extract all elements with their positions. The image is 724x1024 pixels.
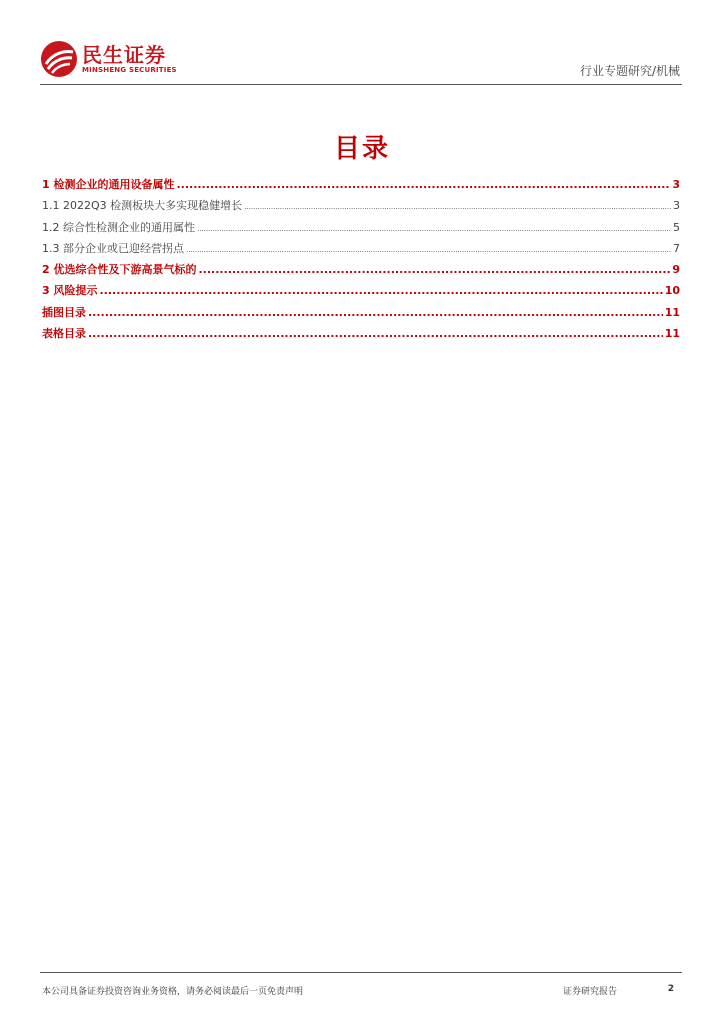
footer-disclaimer: 本公司具备证券投资咨询业务资格，请务必阅读最后一页免责声明 [42, 987, 304, 997]
toc-entry[interactable] [42, 280, 680, 301]
toc-entry-page: 10 [664, 284, 680, 298]
toc-leader [186, 240, 671, 261]
minsheng-logo-icon [40, 40, 78, 78]
report-section: 行业专题研究/机械 [579, 64, 680, 78]
toc-leader [176, 174, 670, 195]
toc-leader [197, 219, 671, 240]
toc-entry-page: 11 [664, 327, 680, 341]
toc-entry-label: 1.3 部分企业或已迎经营拐点 [42, 241, 184, 255]
toc-entry-label: 1.2 综合性检测企业的通用属性 [42, 220, 195, 234]
toc-entry[interactable] [42, 302, 680, 323]
footer-divider [40, 972, 682, 973]
toc-entry-page: 9 [672, 263, 680, 277]
toc-entry-label: 1.1 2022Q3 检测板块大多实现稳健增长 [42, 199, 243, 213]
brand-logo [40, 40, 177, 78]
toc-entry-label: 插图目录 [42, 305, 86, 319]
toc-entry[interactable] [42, 238, 680, 259]
table-of-contents [42, 174, 680, 344]
footer-report-type: 证券研究报告 [563, 987, 618, 997]
toc-entry-label: 2 优选综合性及下游高景气标的 [42, 263, 197, 277]
toc-entry-label: 表格目录 [42, 327, 86, 341]
page-header [40, 40, 682, 84]
page-number: 2 [667, 984, 674, 994]
toc-leader [88, 302, 663, 323]
toc-leader [99, 280, 662, 301]
brand-name-en: MINSHENG SECURITIES [82, 65, 177, 74]
toc-entry-page: 5 [673, 220, 680, 234]
toc-title: 目录 [333, 134, 390, 164]
toc-entry[interactable] [42, 195, 680, 216]
toc-entry-page: 11 [664, 305, 680, 319]
toc-entry-page: 3 [672, 178, 680, 191]
brand-name-cn: 民生证券 [82, 42, 166, 67]
toc-leader [244, 197, 671, 218]
toc-entry-page: 7 [673, 241, 680, 255]
toc-entry[interactable] [42, 217, 680, 238]
toc-entry[interactable] [42, 174, 680, 195]
toc-leader [198, 259, 670, 280]
toc-entry-label: 3 风险提示 [42, 284, 98, 298]
toc-entry[interactable] [42, 259, 680, 280]
toc-entry-label: 1 检测企业的通用设备属性 [42, 178, 175, 191]
toc-entry[interactable] [42, 323, 680, 344]
header-divider [40, 84, 682, 85]
toc-entry-page: 3 [673, 199, 680, 213]
toc-leader [88, 323, 663, 344]
